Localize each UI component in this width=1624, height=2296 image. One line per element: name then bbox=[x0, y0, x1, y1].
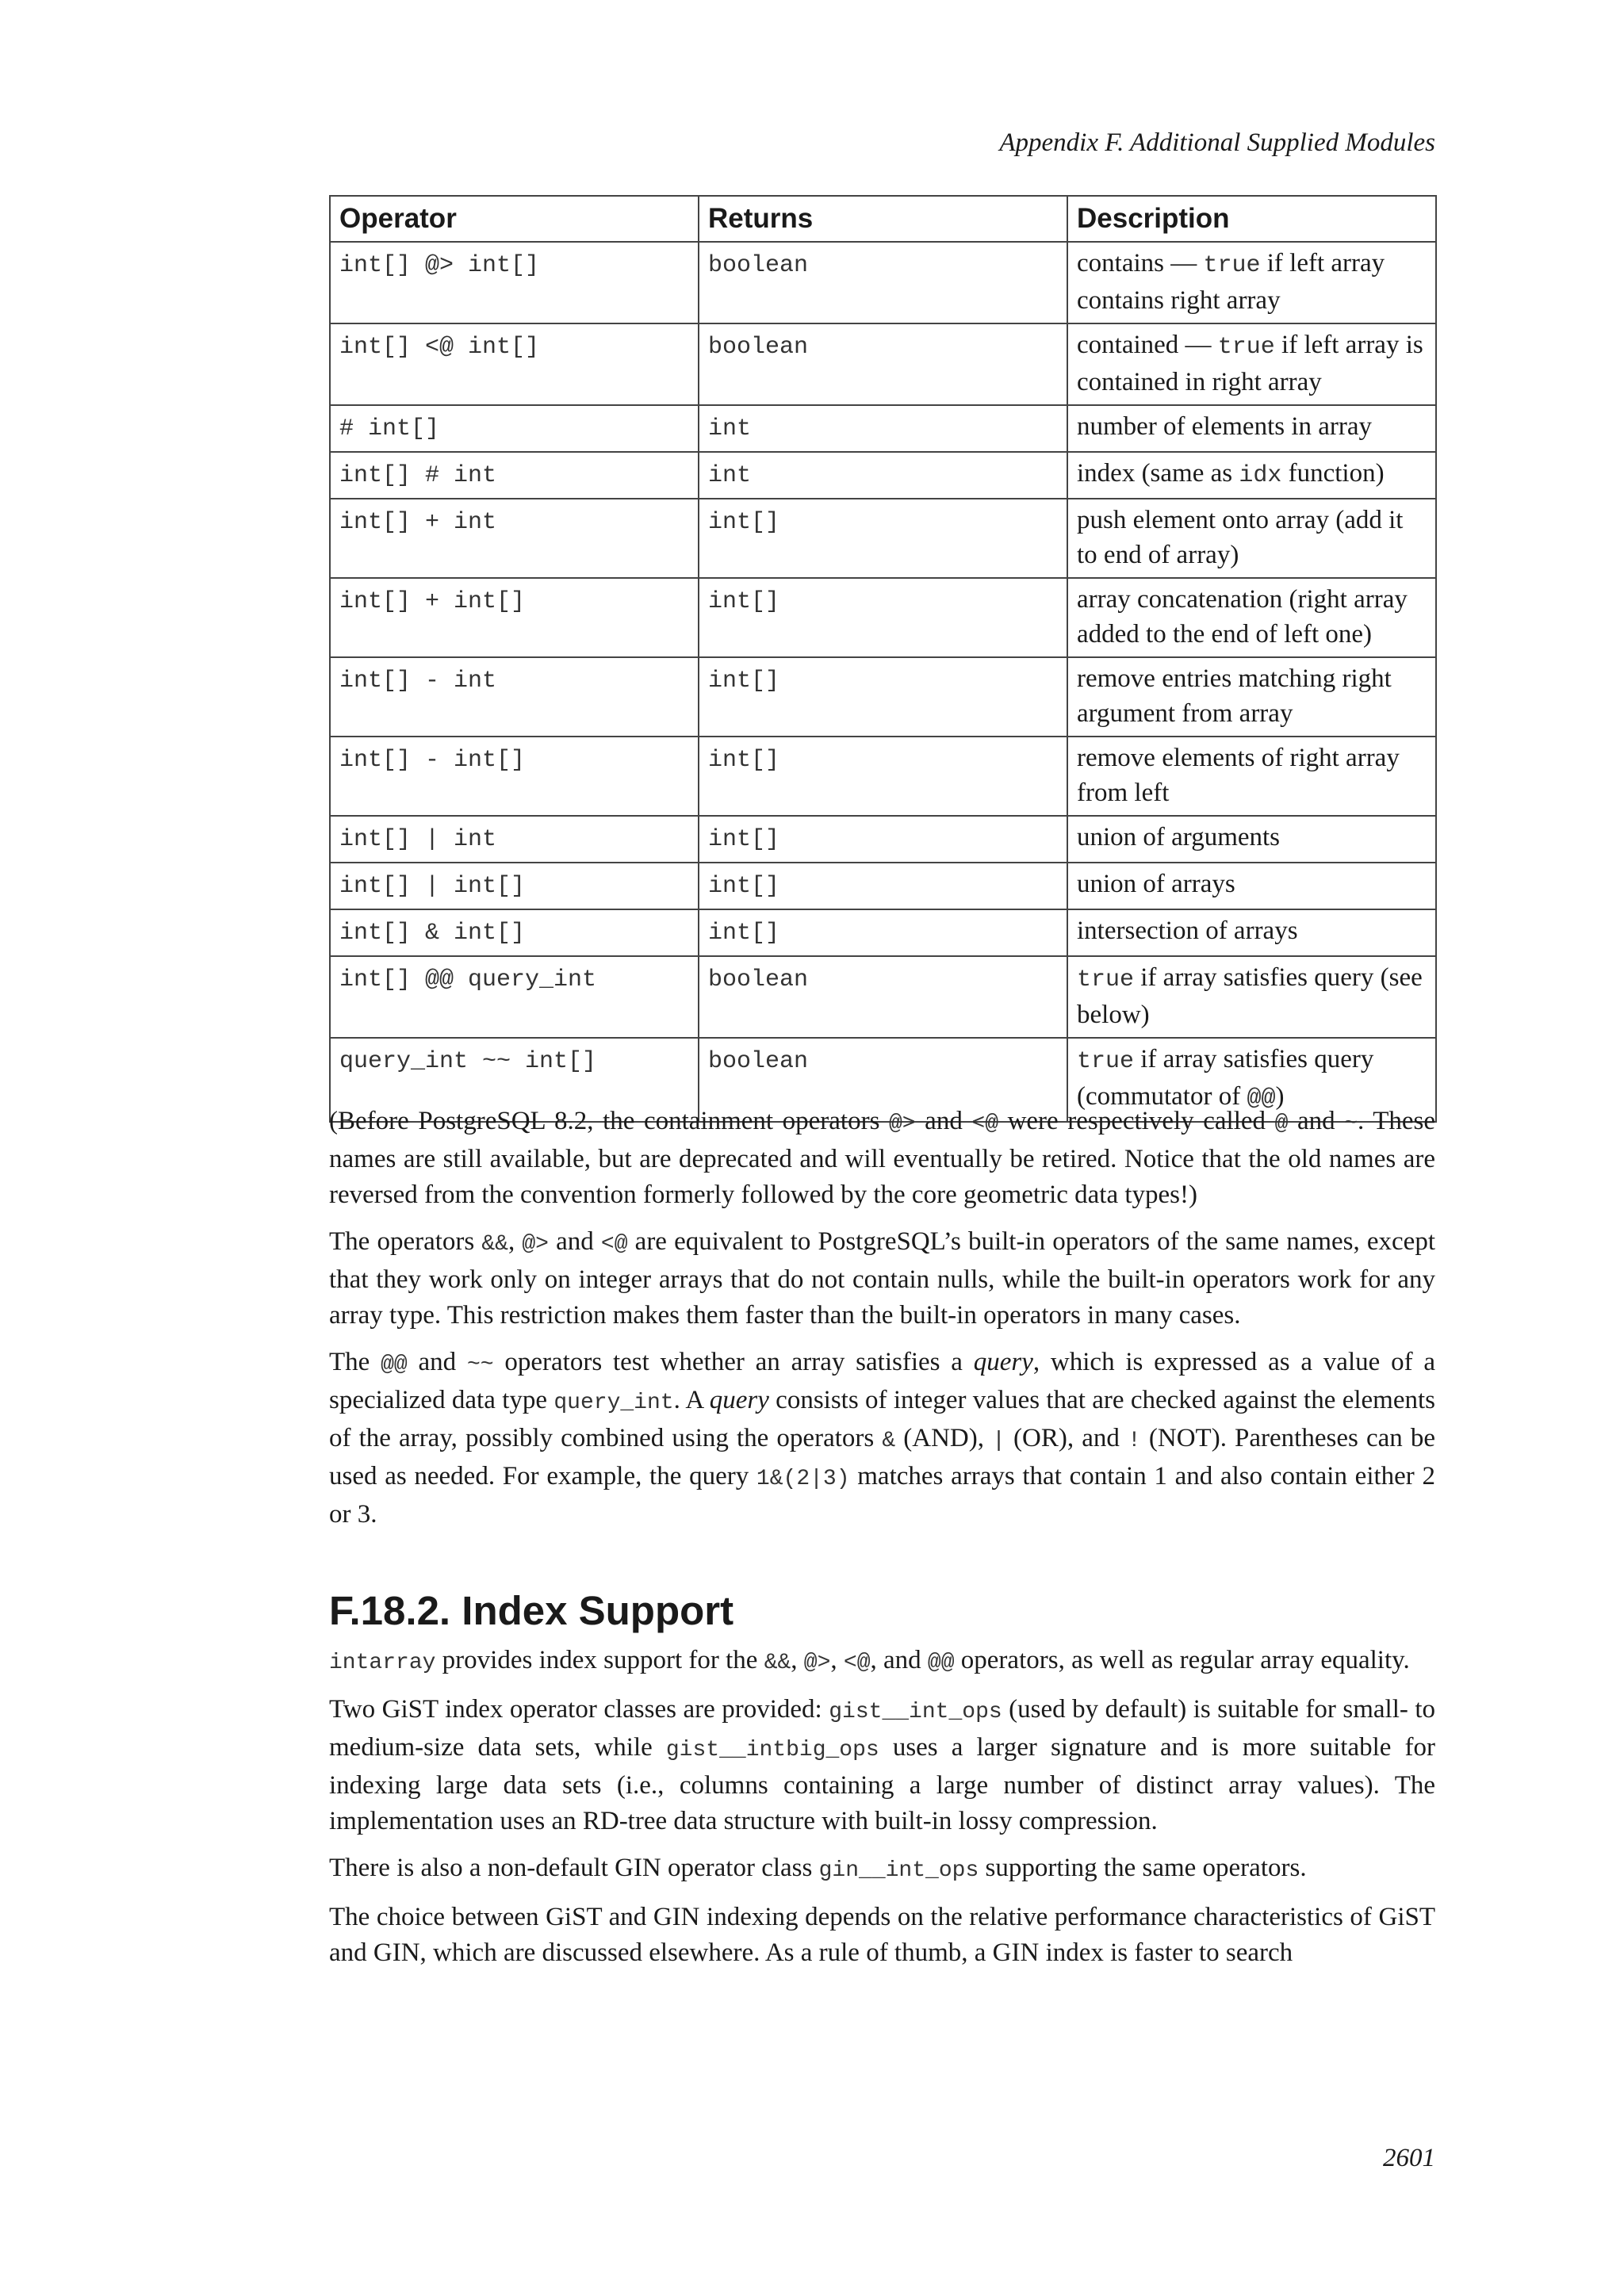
returns-cell bbox=[699, 499, 1067, 578]
text-span: ) bbox=[1275, 1082, 1285, 1111]
text-span: remove elements of right array from left bbox=[1077, 744, 1400, 807]
text-span: , bbox=[508, 1227, 523, 1256]
code-span: true bbox=[1203, 252, 1261, 279]
table-row bbox=[330, 737, 1436, 816]
text-span: number of elements in array bbox=[1077, 412, 1373, 441]
table-row bbox=[330, 863, 1436, 909]
text-span: union of arrays bbox=[1077, 870, 1235, 898]
code-span: gist__int_ops bbox=[829, 1700, 1002, 1724]
operator-cell-text: int[] - int[] bbox=[339, 747, 526, 774]
paragraph bbox=[329, 1850, 1435, 1888]
operator-cell bbox=[330, 816, 699, 863]
description-cell bbox=[1067, 737, 1436, 816]
text-span: (AND), bbox=[895, 1424, 993, 1452]
returns-cell bbox=[699, 405, 1067, 452]
code-span: @ bbox=[1274, 1112, 1289, 1136]
returns-cell-text: int[] bbox=[708, 668, 780, 695]
code-span: & bbox=[882, 1429, 896, 1453]
page-number: 2601 bbox=[1383, 2144, 1435, 2172]
text-span: consists of integer values that are checked against the elements of the array, possibly combined using the operators bbox=[329, 1386, 1435, 1452]
returns-cell-text: int[] bbox=[708, 747, 780, 774]
operator-cell bbox=[330, 242, 699, 323]
operator-cell-text: # int[] bbox=[339, 415, 440, 442]
operator-cell-text: int[] - int bbox=[339, 668, 497, 695]
table-row bbox=[330, 657, 1436, 737]
paragraph bbox=[329, 1224, 1435, 1334]
description-cell bbox=[1067, 242, 1436, 323]
code-span: <@ bbox=[600, 1232, 628, 1257]
returns-cell-text: boolean bbox=[708, 1048, 809, 1075]
column-header-description: Description bbox=[1067, 196, 1436, 242]
text-span: contains — bbox=[1077, 249, 1204, 277]
paragraphs-after bbox=[329, 1643, 1435, 1971]
text-span: operators test whether an array satisfies a bbox=[493, 1348, 974, 1376]
text-span: were respectively called bbox=[998, 1107, 1275, 1135]
section-heading: F.18.2. Index Support bbox=[329, 1588, 734, 1633]
returns-cell-text: int[] bbox=[708, 873, 780, 900]
returns-cell-text: int bbox=[708, 462, 752, 489]
text-span: supporting the same operators. bbox=[979, 1854, 1307, 1882]
text-span: , bbox=[791, 1646, 804, 1674]
column-header-operator: Operator bbox=[330, 196, 699, 242]
description-cell bbox=[1067, 956, 1436, 1038]
operator-cell bbox=[330, 737, 699, 816]
text-span: The operators bbox=[329, 1227, 482, 1256]
text-span: uses a larger signature and is more suitable for indexing large data sets (i.e., columns containing a large number of distinct array values). The implementation uses an RD-tree data structure with built-in lossy compression. bbox=[329, 1733, 1435, 1835]
text-span: , which is expressed as a value of a specialized data type bbox=[329, 1348, 1436, 1414]
text-span: if array satisfies query (commutator of bbox=[1077, 1045, 1374, 1111]
returns-cell bbox=[699, 452, 1067, 499]
returns-cell-text: int[] bbox=[708, 920, 780, 947]
operator-cell bbox=[330, 863, 699, 909]
text-span: and bbox=[407, 1348, 467, 1376]
operator-cell bbox=[330, 578, 699, 657]
returns-cell bbox=[699, 737, 1067, 816]
paragraph bbox=[329, 1692, 1435, 1839]
table-row bbox=[330, 578, 1436, 657]
text-span: The bbox=[329, 1348, 381, 1376]
text-span: if left array is contained in right array bbox=[1077, 331, 1423, 396]
code-span: intarray bbox=[329, 1651, 436, 1675]
returns-cell-text: int[] bbox=[708, 509, 780, 536]
body-text bbox=[329, 1104, 1435, 1982]
returns-cell-text: boolean bbox=[708, 252, 809, 279]
returns-cell bbox=[699, 323, 1067, 405]
table-row bbox=[330, 242, 1436, 323]
returns-cell bbox=[699, 863, 1067, 909]
table-row bbox=[330, 499, 1436, 578]
operator-cell-text: int[] | int bbox=[339, 826, 497, 853]
text-span: remove entries matching right argument from array bbox=[1077, 664, 1392, 728]
emphasis: query bbox=[973, 1348, 1033, 1376]
returns-cell bbox=[699, 657, 1067, 737]
code-span: @@ bbox=[381, 1353, 408, 1377]
description-cell bbox=[1067, 323, 1436, 405]
text-span: There is also a non-default GIN operator class bbox=[329, 1854, 819, 1882]
text-span: The choice between GiST and GIN indexing depends on the relative performance characteristics of GiST and GIN, which are discussed elsewhere. As a rule of thumb, a GIN index is faster to search bbox=[329, 1903, 1435, 1967]
returns-cell bbox=[699, 909, 1067, 956]
text-span: union of arguments bbox=[1077, 823, 1281, 851]
column-header-returns: Returns bbox=[699, 196, 1067, 242]
table-row bbox=[330, 956, 1436, 1038]
code-span: && bbox=[481, 1232, 508, 1257]
code-span: gist__intbig_ops bbox=[665, 1738, 879, 1762]
text-span: are equivalent to PostgreSQL’s built-in operators of the same names, except that they work only on integer arrays that do not contain nulls, while the built-in operators work for any array type. This restriction makes them faster than the built-in operators in many cases. bbox=[329, 1227, 1435, 1330]
text-span: and bbox=[1288, 1107, 1345, 1135]
text-span: index (same as bbox=[1077, 459, 1239, 488]
paragraph bbox=[329, 1900, 1435, 1971]
returns-cell-text: boolean bbox=[708, 966, 809, 993]
operator-cell bbox=[330, 499, 699, 578]
text-span: intersection of arrays bbox=[1077, 916, 1298, 945]
code-span: <@ bbox=[971, 1112, 998, 1136]
code-span: query_int bbox=[553, 1391, 674, 1415]
paragraphs-before bbox=[329, 1104, 1435, 1533]
paragraph bbox=[329, 1345, 1435, 1533]
code-span: ~~ bbox=[466, 1353, 494, 1377]
returns-cell-text: boolean bbox=[708, 334, 809, 361]
operator-cell-text: int[] # int bbox=[339, 462, 497, 489]
code-span: gin__int_ops bbox=[818, 1858, 979, 1883]
text-span: provides index support for the bbox=[435, 1646, 764, 1674]
description-cell bbox=[1067, 863, 1436, 909]
code-span: && bbox=[764, 1651, 791, 1675]
code-span: 1&(2|3) bbox=[756, 1467, 850, 1491]
description-cell bbox=[1067, 657, 1436, 737]
operator-cell bbox=[330, 323, 699, 405]
returns-cell bbox=[699, 578, 1067, 657]
code-span: <@ bbox=[843, 1651, 871, 1675]
text-span: (OR), and bbox=[1005, 1424, 1128, 1452]
code-span: true bbox=[1217, 334, 1275, 361]
table-row bbox=[330, 452, 1436, 499]
text-span: and bbox=[548, 1227, 601, 1256]
operator-cell-text: int[] + int[] bbox=[339, 588, 526, 615]
paragraph bbox=[329, 1104, 1435, 1213]
operator-cell-text: int[] & int[] bbox=[339, 920, 526, 947]
text-span: array concatenation (right array added to the end of left one) bbox=[1077, 585, 1408, 649]
description-cell bbox=[1067, 816, 1436, 863]
operator-cell-text: int[] @@ query_int bbox=[339, 966, 597, 993]
code-span: @> bbox=[889, 1112, 916, 1136]
returns-cell bbox=[699, 816, 1067, 863]
text-span: , and bbox=[870, 1646, 928, 1674]
running-header: Appendix F. Additional Supplied Modules bbox=[999, 128, 1435, 157]
operator-cell-text: query_int ~~ int[] bbox=[339, 1048, 597, 1075]
text-span: (NOT). Parentheses can be used as needed. For example, the query bbox=[329, 1424, 1435, 1490]
returns-cell-text: int[] bbox=[708, 826, 780, 853]
description-cell bbox=[1067, 499, 1436, 578]
code-span: ! bbox=[1127, 1429, 1141, 1453]
text-span: Two GiST index operator classes are provided: bbox=[329, 1695, 829, 1724]
text-span: push element onto array (add it to end of array) bbox=[1077, 506, 1404, 569]
returns-cell bbox=[699, 242, 1067, 323]
operator-cell bbox=[330, 657, 699, 737]
description-cell bbox=[1067, 405, 1436, 452]
returns-cell-text: int bbox=[708, 415, 752, 442]
code-span: @> bbox=[803, 1651, 831, 1675]
operator-cell-text: int[] <@ int[] bbox=[339, 334, 540, 361]
text-span: (used by default) is suitable for small- to medium-size data sets, while bbox=[329, 1695, 1436, 1762]
code-span: true bbox=[1077, 966, 1135, 993]
operator-cell bbox=[330, 452, 699, 499]
returns-cell bbox=[699, 956, 1067, 1038]
text-span: , bbox=[830, 1646, 844, 1674]
operator-cell bbox=[330, 405, 699, 452]
code-span: ~ bbox=[1344, 1112, 1358, 1136]
code-span: @@ bbox=[1247, 1085, 1276, 1112]
description-cell bbox=[1067, 452, 1436, 499]
text-span: . These names are still available, but are deprecated and will eventually be retired. Notice that the old names are reversed from the convention formerly followed by the core geometric data types!) bbox=[329, 1107, 1435, 1209]
operator-cell-text: int[] + int bbox=[339, 509, 497, 536]
text-span: and bbox=[915, 1107, 972, 1135]
text-span: function) bbox=[1281, 459, 1385, 488]
operator-cell bbox=[330, 956, 699, 1038]
table-header-row bbox=[330, 196, 1436, 242]
returns-cell-text: int[] bbox=[708, 588, 780, 615]
description-cell bbox=[1067, 578, 1436, 657]
description-cell bbox=[1067, 909, 1436, 956]
text-span: matches arrays that contain 1 and also contain either 2 or 3. bbox=[329, 1462, 1435, 1529]
table-row bbox=[330, 816, 1436, 863]
text-span: (Before PostgreSQL 8.2, the containment operators bbox=[329, 1107, 889, 1135]
operator-cell bbox=[330, 909, 699, 956]
text-span: if array satisfies query (see below) bbox=[1077, 963, 1423, 1029]
text-span: . A bbox=[673, 1386, 710, 1414]
operators-table-body bbox=[330, 242, 1436, 1122]
table-row bbox=[330, 909, 1436, 956]
table-row bbox=[330, 405, 1436, 452]
text-span: operators, as well as regular array equality. bbox=[954, 1646, 1410, 1674]
text-span: contained — bbox=[1077, 331, 1218, 359]
operators-table bbox=[329, 195, 1437, 1123]
table-row bbox=[330, 323, 1436, 405]
code-span: | bbox=[992, 1429, 1005, 1453]
code-span: idx bbox=[1239, 462, 1282, 489]
operator-cell-text: int[] @> int[] bbox=[339, 252, 540, 279]
code-span: @@ bbox=[927, 1651, 955, 1675]
emphasis: query bbox=[709, 1386, 769, 1414]
paragraph bbox=[329, 1643, 1435, 1681]
operator-cell-text: int[] | int[] bbox=[339, 873, 526, 900]
code-span: @> bbox=[522, 1232, 549, 1257]
text-span: if left array contains right array bbox=[1077, 249, 1385, 315]
code-span: true bbox=[1077, 1048, 1135, 1075]
